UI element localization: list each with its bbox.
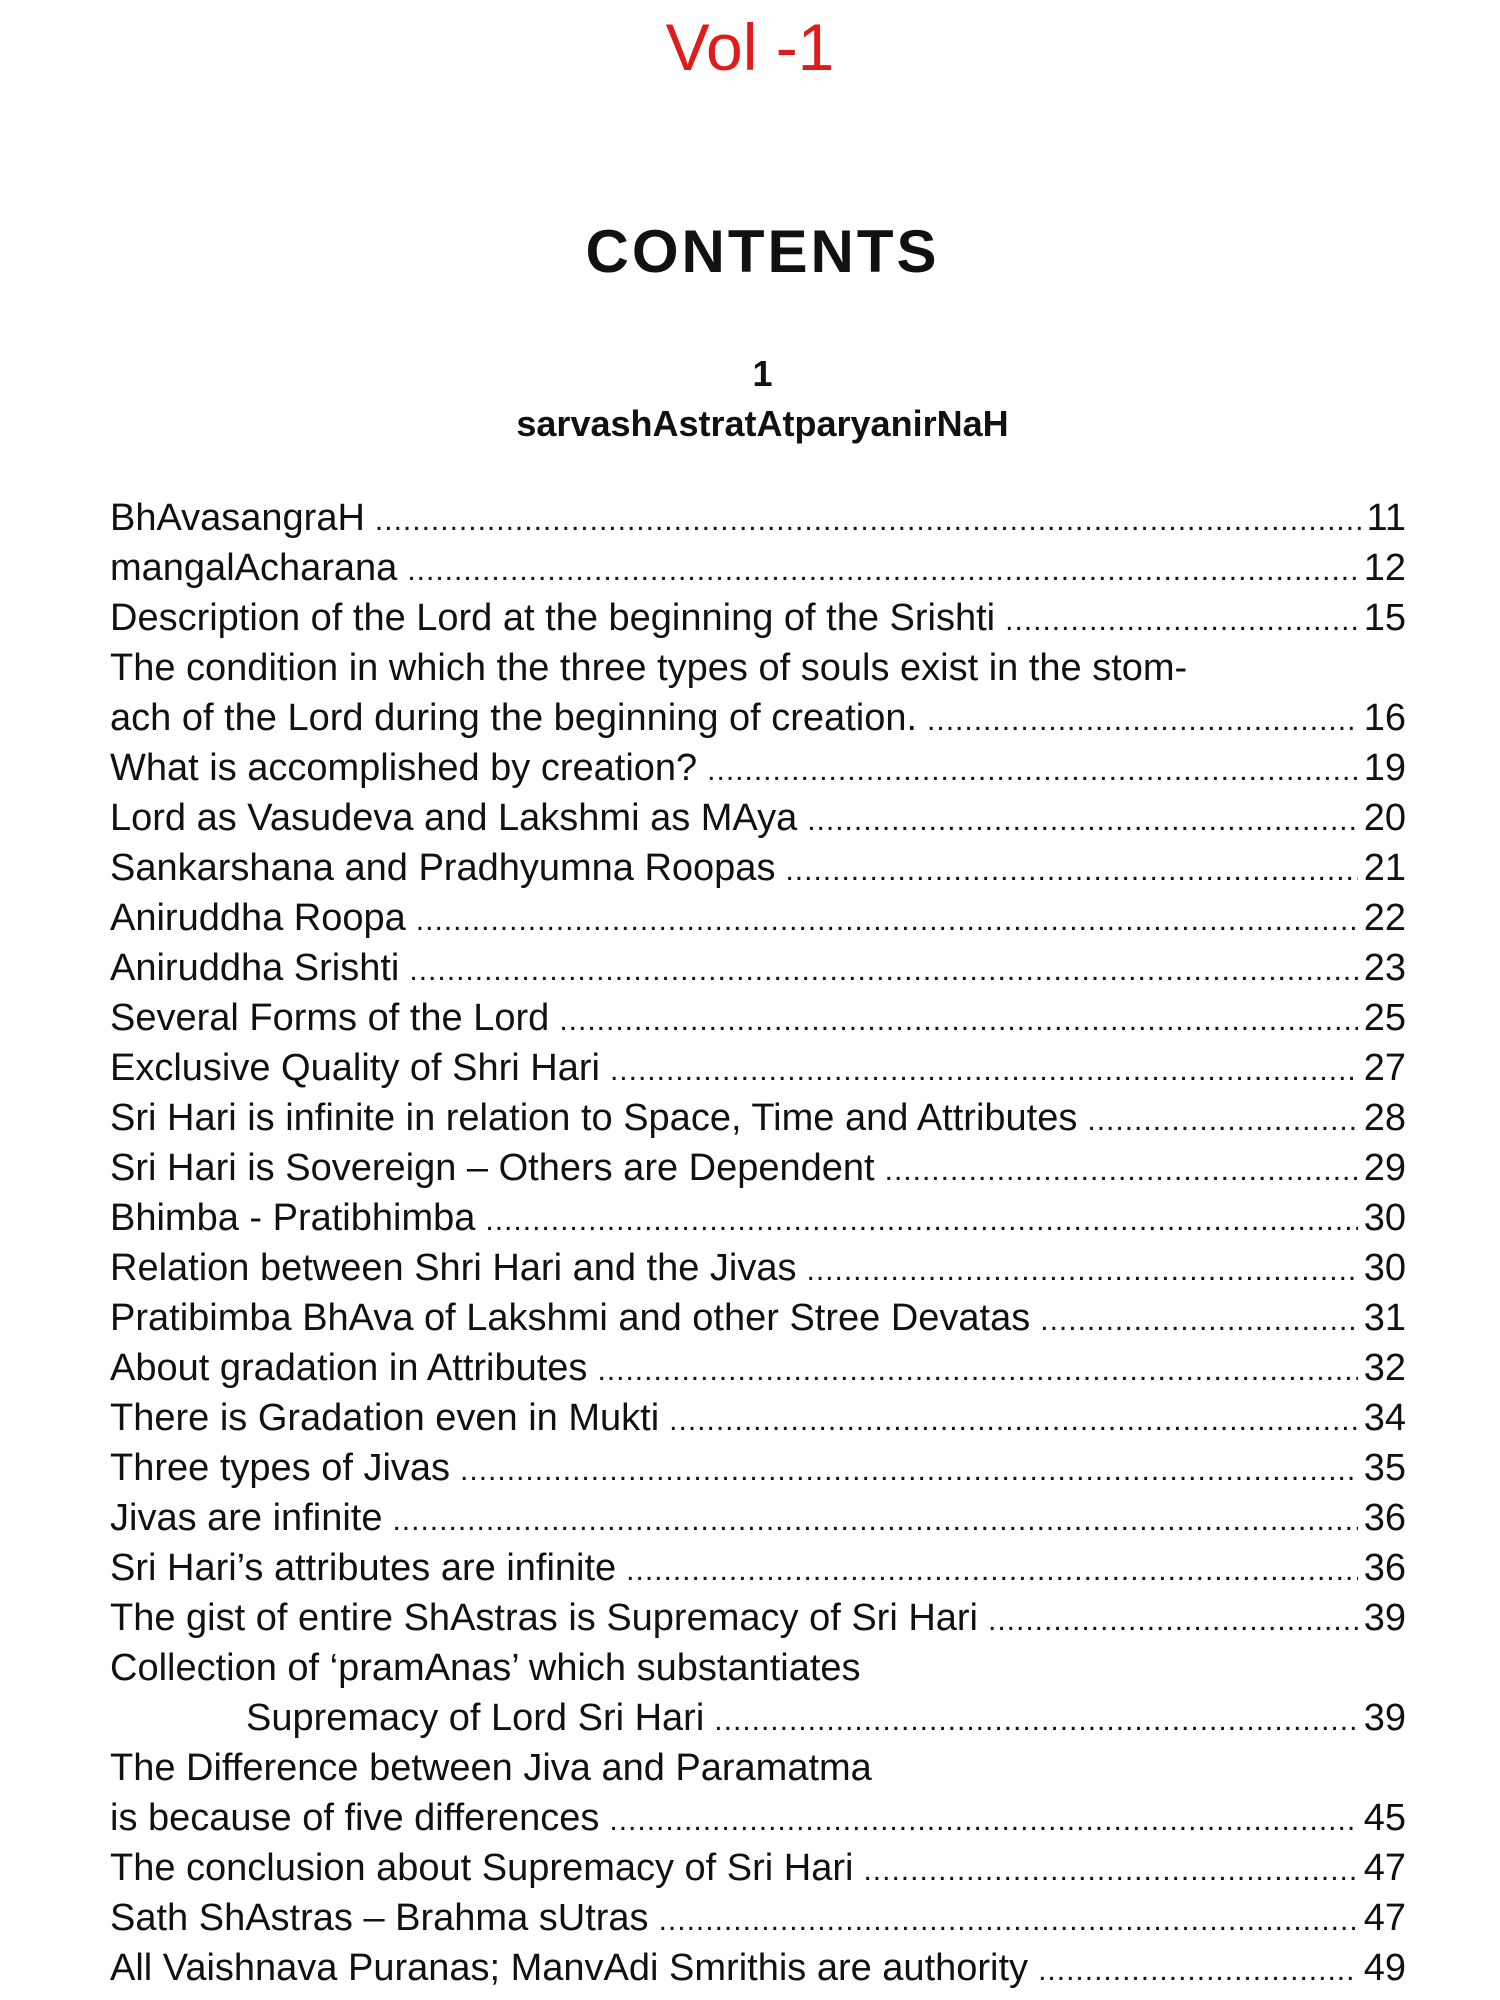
toc-entry	[110, 793, 1406, 843]
toc-entry-title: Bhimba - Pratibhimba	[110, 1197, 476, 1239]
toc-entry-title: About gradation in Attributes	[110, 1347, 588, 1389]
toc-page-number: 35	[1363, 1447, 1406, 1489]
dot-leader	[460, 1446, 1358, 1496]
toc-entry-title: The gist of entire ShAstras is Supremacy of Sri Hari	[110, 1597, 978, 1639]
toc-entry-title: Relation between Shri Hari and the Jivas	[110, 1247, 797, 1289]
toc-entry	[110, 1193, 1406, 1243]
toc-page-number: 39	[1363, 1597, 1406, 1639]
toc-entry-line	[110, 1743, 1406, 1793]
toc-entry-title: Sath ShAstras – Brahma sUtras	[110, 1897, 649, 1939]
toc-entry	[110, 993, 1406, 1043]
toc-entry	[110, 1443, 1406, 1493]
dot-leader	[714, 1696, 1357, 1746]
toc-entry	[110, 743, 1406, 793]
toc-entry-title: What is accomplished by creation?	[110, 747, 698, 789]
chapter-number: 1	[752, 353, 773, 394]
toc-entry-title: The Difference between Jiva and Paramatma	[110, 1747, 872, 1789]
toc-entry-title: The conclusion about Supremacy of Sri Hari	[110, 1847, 854, 1889]
toc-entry	[110, 1093, 1406, 1143]
toc-entry-title: Sri Hari is infinite in relation to Space, Time and Attributes	[110, 1097, 1078, 1139]
toc-entry	[110, 843, 1406, 893]
dot-leader	[485, 1196, 1357, 1246]
toc-entry-title: The condition in which the three types of souls exist in the stom-	[110, 647, 1188, 689]
toc-entry-title: Lord as Vasudeva and Lakshmi as MAya	[110, 797, 798, 839]
toc-page-number: 32	[1363, 1347, 1406, 1389]
dot-leader	[785, 846, 1357, 896]
toc-entry-title: Aniruddha Srishti	[110, 947, 400, 989]
toc-page-number: 28	[1363, 1097, 1406, 1139]
toc-page-number: 34	[1363, 1397, 1406, 1439]
toc-page-number: 27	[1363, 1047, 1406, 1089]
dot-leader	[807, 1246, 1358, 1296]
toc-entry-title: Three types of Jivas	[110, 1447, 451, 1489]
toc-entry-title-continued: ach of the Lord during the beginning of creation.	[110, 697, 918, 739]
toc-entry-title: BhAvasangraH	[110, 497, 365, 539]
toc-page-number: 30	[1363, 1197, 1406, 1239]
toc-page-number: 20	[1363, 797, 1406, 839]
dot-leader	[626, 1546, 1358, 1596]
toc-entry-title: Sri Hari is Sovereign – Others are Dependent	[110, 1147, 875, 1189]
dot-leader	[927, 696, 1358, 746]
toc-entry	[110, 1343, 1406, 1393]
toc-entry-title: There is Gradation even in Mukti	[110, 1397, 660, 1439]
toc-entry	[110, 1593, 1406, 1643]
toc-entry-title: Jivas are infinite	[110, 1497, 383, 1539]
toc-entry-title: Description of the Lord at the beginning of the Srishti	[110, 597, 996, 639]
toc-page-number: 16	[1363, 697, 1406, 739]
dot-leader	[559, 996, 1357, 1046]
dot-leader	[863, 1846, 1357, 1896]
dot-leader	[1087, 1096, 1357, 1146]
dot-leader	[610, 1046, 1358, 1096]
table-of-contents	[110, 493, 1406, 1993]
dot-leader	[988, 1596, 1358, 1646]
toc-page-number: 47	[1363, 1897, 1406, 1939]
toc-page-number: 49	[1363, 1947, 1406, 1989]
chapter-title: sarvashAstratAtparyanirNaH	[516, 403, 1009, 444]
toc-entry	[110, 1493, 1406, 1543]
dot-leader	[392, 1496, 1357, 1546]
toc-entry	[110, 1293, 1406, 1343]
toc-entry	[110, 1043, 1406, 1093]
toc-page-number: 23	[1363, 947, 1406, 989]
dot-leader	[669, 1396, 1358, 1446]
dot-leader	[407, 546, 1357, 596]
toc-entry-title: Collection of ‘pramAnas’ which substantiates	[110, 1647, 861, 1689]
toc-entry-title: Sri Hari’s attributes are infinite	[110, 1547, 617, 1589]
toc-entry	[110, 1793, 1406, 1843]
toc-entry	[110, 593, 1406, 643]
toc-page-number: 31	[1363, 1297, 1406, 1339]
dot-leader	[885, 1146, 1358, 1196]
toc-page-number: 21	[1363, 847, 1406, 889]
toc-entry	[110, 543, 1406, 593]
toc-page-number: 36	[1363, 1547, 1406, 1589]
page-title: CONTENTS	[585, 218, 940, 285]
toc-entry-line	[110, 1643, 1406, 1693]
toc-page-number: 36	[1363, 1497, 1406, 1539]
toc-entry-title: All Vaishnava Puranas; ManvAdi Smrithis are authority	[110, 1947, 1029, 1989]
toc-entry	[110, 1543, 1406, 1593]
toc-page-number: 25	[1363, 997, 1406, 1039]
toc-entry	[110, 943, 1406, 993]
toc-page-number: 30	[1363, 1247, 1406, 1289]
toc-page-number: 39	[1363, 1697, 1406, 1739]
toc-entry	[110, 493, 1406, 543]
toc-page-number: 12	[1363, 547, 1406, 589]
dot-leader	[597, 1346, 1357, 1396]
toc-entry	[110, 693, 1406, 743]
toc-entry	[110, 1693, 1406, 1743]
dot-leader	[707, 746, 1358, 796]
dot-leader	[807, 796, 1358, 846]
toc-page-number: 15	[1363, 597, 1406, 639]
toc-entry-line	[110, 643, 1406, 693]
volume-label: Vol -1	[665, 10, 835, 84]
dot-leader	[609, 1796, 1357, 1846]
dot-leader	[1005, 596, 1358, 646]
toc-page-number: 29	[1363, 1147, 1406, 1189]
toc-entry	[110, 893, 1406, 943]
dot-leader	[375, 496, 1361, 546]
toc-page-number: 19	[1363, 747, 1406, 789]
toc-entry-title: Sankarshana and Pradhyumna Roopas	[110, 847, 776, 889]
toc-page-number: 47	[1363, 1847, 1406, 1889]
toc-entry	[110, 1143, 1406, 1193]
toc-entry-title-continued: Supremacy of Lord Sri Hari	[246, 1697, 705, 1739]
toc-entry-title: Aniruddha Roopa	[110, 897, 406, 939]
dot-leader	[409, 946, 1357, 996]
dot-leader	[1040, 1296, 1357, 1346]
toc-entry	[110, 1843, 1406, 1893]
toc-entry	[110, 1243, 1406, 1293]
toc-entry-title: Exclusive Quality of Shri Hari	[110, 1047, 600, 1089]
dot-leader	[1038, 1946, 1358, 1996]
toc-entry-title: Pratibimba BhAva of Lakshmi and other Stree Devatas	[110, 1297, 1031, 1339]
toc-page-number: 11	[1366, 497, 1406, 539]
toc-page-number: 22	[1363, 897, 1406, 939]
toc-entry	[110, 1893, 1406, 1943]
toc-page-number: 45	[1363, 1797, 1406, 1839]
toc-entry	[110, 1943, 1406, 1993]
dot-leader	[659, 1896, 1358, 1946]
toc-entry	[110, 1393, 1406, 1443]
dot-leader	[416, 896, 1358, 946]
toc-entry-title: mangalAcharana	[110, 547, 398, 589]
toc-entry-title: Several Forms of the Lord	[110, 997, 550, 1039]
toc-entry-title-continued: is because of five differences	[110, 1797, 600, 1839]
